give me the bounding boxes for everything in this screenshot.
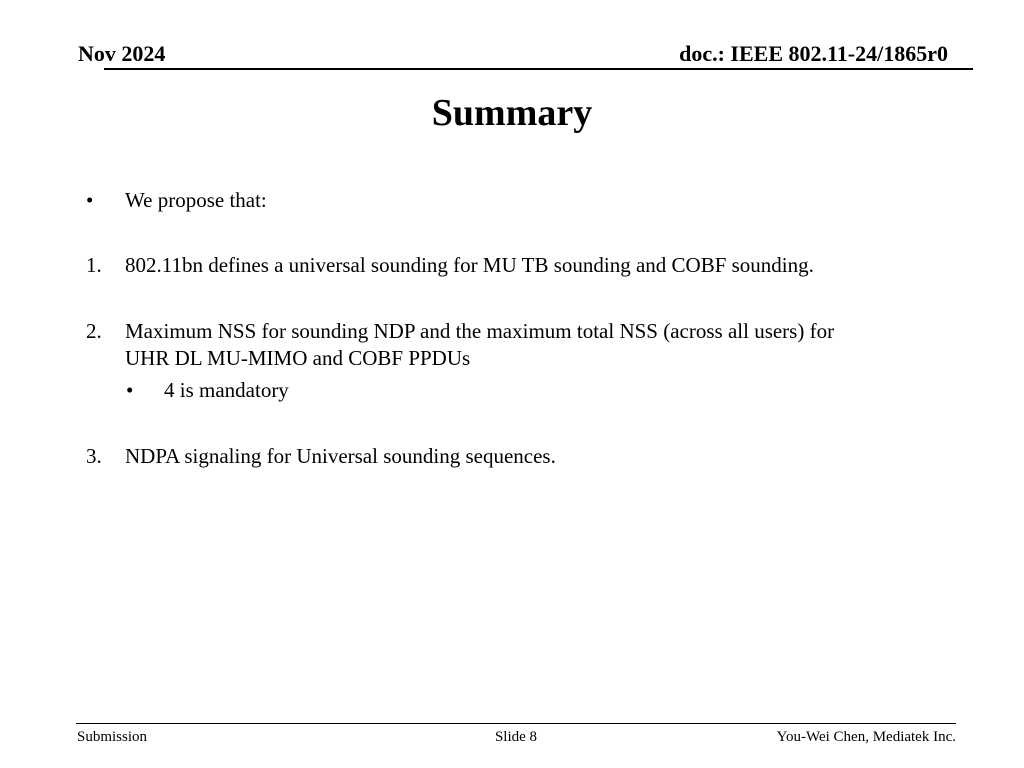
list-item-text: UHR DL MU-MIMO and COBF PPDUs (125, 346, 471, 370)
list-item-number: 3. (86, 444, 102, 468)
list-item-number: 2. (86, 319, 102, 343)
slide-title: Summary (431, 92, 593, 134)
list-item-text: NDPA signaling for Universal sounding sequences. (125, 444, 556, 468)
list-item-text: Maximum NSS for sounding NDP and the maximum total NSS (across all users) for (125, 319, 835, 343)
footer-submission: Submission (77, 729, 148, 745)
list-item-number: 1. (86, 253, 102, 277)
sub-bullet: • (126, 378, 134, 402)
sub-list-item-text: 4 is mandatory (164, 378, 289, 402)
header-date: Nov 2024 (78, 41, 166, 66)
footer-divider (76, 723, 956, 724)
footer-slide-number: Slide 8 (494, 729, 538, 745)
list-item-text: 802.11bn defines a universal sounding for MU TB sounding and COBF sounding. (125, 253, 814, 277)
header-doc-id: doc.: IEEE 802.11-24/1865r0 (679, 41, 948, 66)
footer-author: You-Wei Chen, Mediatek Inc. (776, 729, 956, 745)
intro-text: We propose that: (125, 188, 267, 212)
intro-bullet: • (86, 188, 94, 212)
header-divider (104, 68, 973, 70)
